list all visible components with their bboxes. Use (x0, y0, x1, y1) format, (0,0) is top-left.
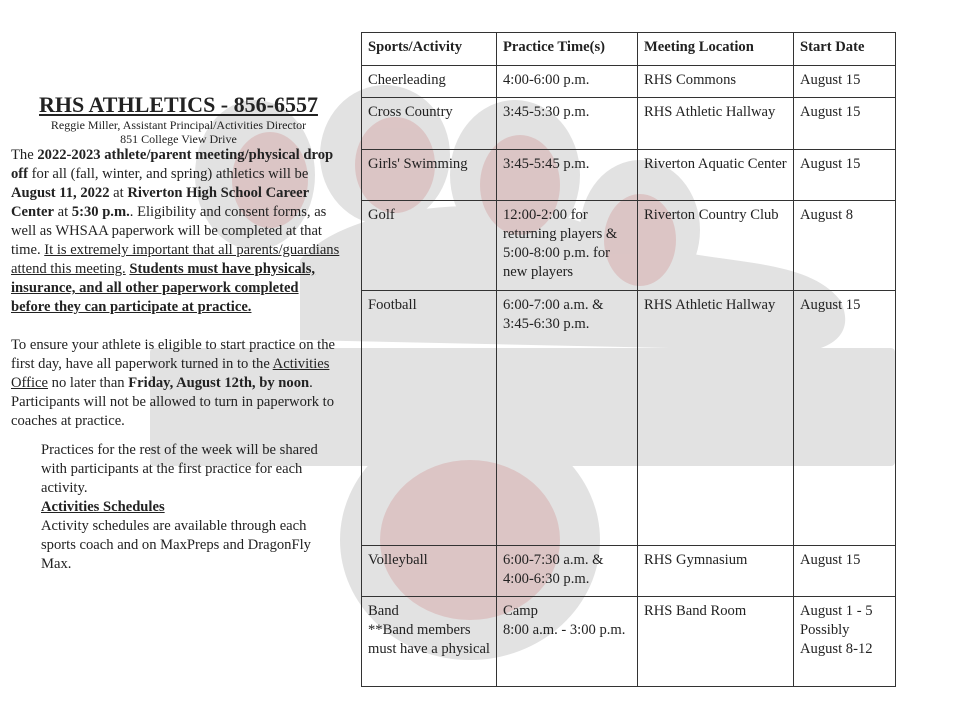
header-meeting-location: Meeting Location (638, 33, 794, 66)
cell-time: 6:00-7:30 a.m. & 4:00-6:30 p.m. (497, 546, 638, 597)
header-activity: Sports/Activity (362, 33, 497, 66)
table-row (362, 150, 896, 201)
paperwork-paragraph: To ensure your athlete is eligible to start practice on the first day, have all paperwork turned in to the Activities Office no later than Friday, August 12th, by noon. Participants will not be allowed to turn in paperwork to coaches at practice. (11, 337, 335, 429)
table-row (362, 66, 896, 98)
cell-activity: Girls' Swimming (362, 150, 497, 201)
cell-time: 3:45-5:30 p.m. (497, 98, 638, 150)
table-row (362, 597, 896, 687)
cell-location: Riverton Country Club (638, 201, 794, 291)
cell-start: August 15 (794, 66, 896, 98)
cell-start: August 15 (794, 546, 896, 597)
director-line: Reggie Miller, Assistant Principal/Activities Director (50, 118, 307, 132)
cell-activity: Volleyball (362, 546, 497, 597)
cell-start: August 15 (794, 98, 896, 150)
schedule-table (361, 32, 896, 687)
meeting-paragraph: The 2022-2023 athlete/parent meeting/physical drop off for all (fall, winter, and spring) athletics will be August 11, 2022 at Riverton High School Career Center at 5:30 p.m.. Eligibility and consent forms, as well as WHSAA paperwork will be completed at that time. It is extremely important that all parents/guardians attend this meeting. Students must have physicals, insurance, and all other paperwork completed before they can participate at practice. (11, 147, 340, 315)
cell-location: RHS Gymnasium (638, 546, 794, 597)
table-header-row (362, 33, 896, 66)
header-practice-time: Practice Time(s) (497, 33, 638, 66)
schedules-text: Activity schedules are available through each sports coach and on MaxPreps and DragonFly Max. (41, 518, 311, 572)
cell-time: 6:00-7:00 a.m. & 3:45-6:30 p.m. (497, 291, 638, 546)
cell-time: 3:45-5:45 p.m. (497, 150, 638, 201)
cell-start: August 8 (794, 201, 896, 291)
cell-activity: Band **Band members must have a physical (362, 597, 497, 687)
address-line: 851 College View Drive (120, 132, 237, 146)
cell-activity: Cross Country (362, 98, 497, 150)
cell-time: 12:00-2:00 for returning players & 5:00-8:00 p.m. for new players (497, 201, 638, 291)
schedules-heading: Activities Schedules (41, 499, 165, 515)
cell-location: RHS Athletic Hallway (638, 291, 794, 546)
page-title: RHS ATHLETICS - 856-6557 (39, 92, 318, 117)
cell-start: August 15 (794, 150, 896, 201)
table-row (362, 546, 896, 597)
intro-column (11, 92, 341, 574)
practice-note: Practices for the rest of the week will be shared with participants at the first practice for each activity. (41, 442, 318, 496)
table-row (362, 291, 896, 546)
cell-start: August 1 - 5 Possibly August 8-12 (794, 597, 896, 687)
cell-start: August 15 (794, 291, 896, 546)
cell-location: RHS Commons (638, 66, 794, 98)
cell-location: Riverton Aquatic Center (638, 150, 794, 201)
table-row (362, 98, 896, 150)
cell-time: 4:00-6:00 p.m. (497, 66, 638, 98)
cell-activity: Football (362, 291, 497, 546)
header-start-date: Start Date (794, 33, 896, 66)
cell-activity: Cheerleading (362, 66, 497, 98)
table-row (362, 201, 896, 291)
cell-activity: Golf (362, 201, 497, 291)
cell-time: Camp 8:00 a.m. - 3:00 p.m. (497, 597, 638, 687)
cell-location: RHS Athletic Hallway (638, 98, 794, 150)
cell-location: RHS Band Room (638, 597, 794, 687)
